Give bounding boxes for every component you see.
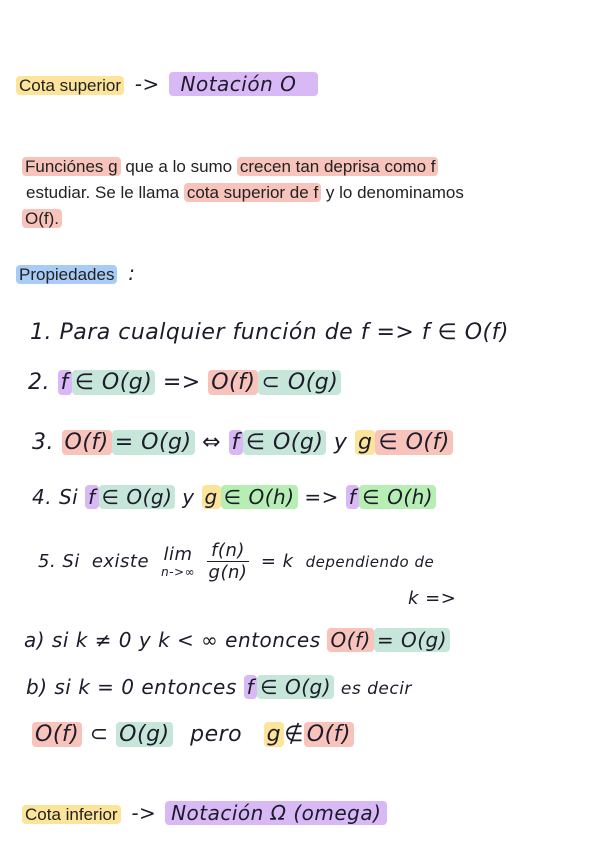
l4-in-oh2: ∈ O(h)	[359, 485, 436, 509]
propiedades-label: Propiedades	[16, 265, 117, 284]
l5-fraction	[207, 540, 249, 583]
l4-in-oh: ∈ O(h)	[221, 485, 298, 509]
l5-k-implies: k =>	[408, 588, 457, 609]
lc-of: O(f)	[32, 722, 82, 747]
lb-es-decir: es decir	[340, 679, 412, 699]
definition-paragraph	[22, 154, 582, 232]
l2-of: O(f)	[208, 370, 258, 395]
l5-denominator: g(n)	[208, 562, 248, 583]
l5-existe: existe	[91, 551, 150, 572]
l2-subset-og: ⊂ O(g)	[258, 370, 341, 395]
notacion-o-heading: Notación O	[169, 72, 319, 96]
hand-line-4	[32, 485, 436, 509]
l3-y: y	[333, 430, 348, 455]
lb-in-og: ∈ O(g)	[257, 675, 334, 699]
l3-num: 3.	[32, 430, 54, 455]
l4-f: f	[85, 485, 99, 509]
l5-numerator: f(n)	[207, 540, 249, 562]
l5-dependiendo: dependiendo de	[305, 552, 435, 571]
lc-not-in: ∉	[284, 722, 304, 747]
conclusion-line	[32, 722, 354, 747]
cota-superior-label: Cota superior	[16, 76, 124, 95]
paragraph-line-1	[22, 154, 582, 180]
cota-superior-row	[16, 71, 318, 99]
l5-lim-sub: n->∞	[161, 565, 196, 579]
l4-f2: f	[346, 485, 360, 509]
l2-f: f	[58, 370, 72, 395]
case-b	[26, 675, 412, 699]
l3-of: O(f)	[62, 430, 112, 455]
lb-text: b) si k = 0 entonces	[26, 675, 237, 699]
hand-line-5	[38, 540, 434, 583]
l2-implies: =>	[162, 370, 201, 395]
text-a-lo-sumo: que a lo sumo	[120, 157, 237, 176]
l4-implies: =>	[304, 485, 339, 509]
highlight-cota-superior: cota superior de f	[184, 183, 321, 202]
l3-in-og: ∈ O(g)	[243, 430, 327, 455]
footer-arrow: ->	[131, 801, 157, 825]
lc-pero: pero	[190, 722, 243, 747]
l4-in-og: ∈ O(g)	[99, 485, 176, 509]
hand-line-1: 1. Para cualquier función de f => f ∈ O(f)	[30, 320, 509, 345]
l4-y: y	[182, 485, 195, 509]
paragraph-line-3	[22, 206, 582, 232]
l2-in-og: ∈ O(g)	[72, 370, 156, 395]
propiedades-colon: :	[128, 261, 136, 285]
la-of: O(f)	[327, 628, 373, 652]
l4-g: g	[202, 485, 221, 509]
lb-f: f	[244, 675, 258, 699]
paragraph-line-2	[22, 180, 582, 206]
l5-eq-k: = k	[260, 551, 294, 572]
lc-g: g	[264, 722, 284, 747]
hand-line-3	[32, 430, 453, 455]
cota-inferior-row	[22, 800, 387, 828]
cota-inferior-label: Cota inferior	[22, 805, 121, 824]
l4-num: 4. Si	[32, 485, 79, 509]
case-a	[24, 628, 450, 652]
l2-num: 2.	[28, 370, 50, 395]
lc-og: O(g)	[116, 722, 172, 747]
l3-iff: ⇔	[202, 430, 222, 455]
l5-limit	[161, 544, 195, 579]
lc-of2: O(f)	[304, 722, 354, 747]
text-denominamos: y lo denominamos	[321, 183, 464, 202]
lc-subset: ⊂	[89, 722, 109, 747]
highlight-crecen: crecen tan deprisa como f	[237, 157, 439, 176]
highlight-of: O(f).	[22, 209, 62, 228]
l3-f: f	[229, 430, 243, 455]
hand-line-2	[28, 370, 341, 395]
la-eq-og: = O(g)	[374, 628, 450, 652]
arrow: ->	[134, 72, 160, 96]
text-estudiar: estudiar. Se le llama	[26, 183, 184, 202]
highlight-funciones-g: Funciónes g	[22, 157, 121, 176]
l3-in-of: ∈ O(f)	[375, 430, 452, 455]
l5-num: 5. Si	[38, 551, 80, 572]
propiedades-row	[16, 260, 135, 288]
notacion-omega-heading: Notación Ω (omega)	[165, 801, 387, 825]
l5-lim: lim	[163, 544, 193, 565]
l3-eq-og: = O(g)	[112, 430, 195, 455]
l3-g: g	[355, 430, 375, 455]
la-text: a) si k ≠ 0 y k < ∞ entonces	[24, 628, 321, 652]
